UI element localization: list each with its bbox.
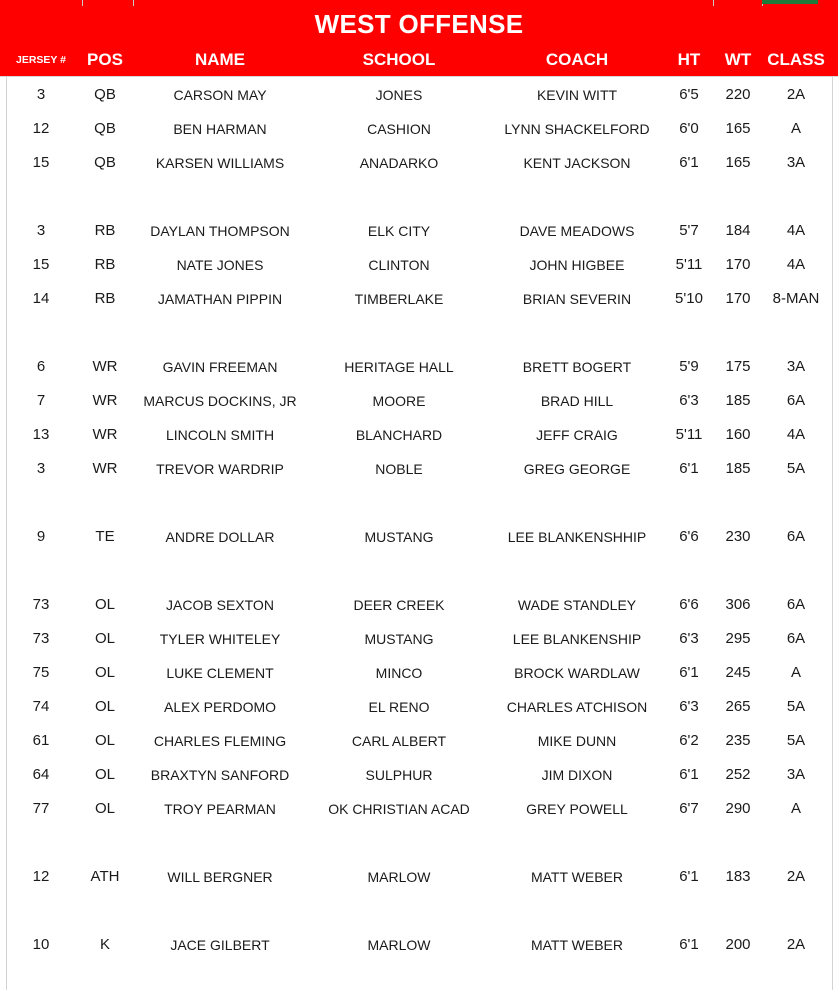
coach-cell: WADE STANDLEY bbox=[517, 597, 637, 613]
coach-cell: MIKE DUNN bbox=[537, 733, 617, 749]
weight-cell: 265 bbox=[725, 698, 751, 715]
weight-cell: 185 bbox=[725, 392, 751, 409]
player-name-cell: NATE JONES bbox=[176, 257, 264, 273]
table-row bbox=[0, 656, 838, 690]
height-cell: 6'3 bbox=[679, 392, 699, 409]
position-cell: K bbox=[99, 936, 110, 953]
school-cell: JONES bbox=[375, 87, 423, 103]
header-name: NAME bbox=[194, 50, 246, 69]
school-cell: SULPHUR bbox=[365, 767, 433, 783]
player-name-cell: TREVOR WARDRIP bbox=[156, 461, 284, 477]
coach-cell: BROCK WARDLAW bbox=[514, 665, 640, 681]
class-cell: 6A bbox=[786, 630, 806, 647]
coach-cell: BRAD HILL bbox=[540, 393, 614, 409]
class-cell: 6A bbox=[786, 392, 806, 409]
position-cell: WR bbox=[92, 358, 118, 375]
weight-cell: 183 bbox=[725, 868, 751, 885]
coach-cell: MATT WEBER bbox=[530, 937, 624, 953]
jersey-cell: 73 bbox=[32, 596, 50, 613]
position-cell: TE bbox=[95, 528, 115, 545]
position-cell: WR bbox=[92, 392, 118, 409]
weight-cell: 245 bbox=[725, 664, 751, 681]
school-cell: CASHION bbox=[367, 121, 431, 137]
weight-cell: 295 bbox=[725, 630, 751, 647]
coach-cell: GREY POWELL bbox=[526, 801, 628, 817]
weight-cell: 160 bbox=[725, 426, 751, 443]
coach-cell: MATT WEBER bbox=[530, 869, 624, 885]
table-row bbox=[0, 452, 838, 486]
class-cell: 3A bbox=[786, 766, 806, 783]
position-cell: QB bbox=[94, 86, 116, 103]
jersey-cell: 15 bbox=[32, 154, 50, 171]
table-row bbox=[0, 384, 838, 418]
height-cell: 5'7 bbox=[679, 222, 699, 239]
jersey-cell: 13 bbox=[32, 426, 50, 443]
weight-cell: 165 bbox=[725, 154, 751, 171]
weight-cell: 306 bbox=[725, 596, 751, 613]
header-wt: WT bbox=[724, 50, 752, 69]
table-row bbox=[0, 418, 838, 452]
table-row bbox=[0, 860, 838, 894]
position-cell: QB bbox=[94, 120, 116, 137]
table-row bbox=[0, 112, 838, 146]
height-cell: 6'1 bbox=[679, 766, 699, 783]
class-cell: 4A bbox=[786, 256, 806, 273]
column-header-row bbox=[0, 42, 838, 77]
jersey-cell: 64 bbox=[32, 766, 50, 783]
jersey-cell: 74 bbox=[32, 698, 50, 715]
class-cell: A bbox=[790, 800, 801, 817]
jersey-cell: 3 bbox=[36, 86, 46, 103]
table-row bbox=[0, 146, 838, 180]
school-cell: DEER CREEK bbox=[353, 597, 445, 613]
position-cell: OL bbox=[94, 766, 115, 783]
player-name-cell: BEN HARMAN bbox=[173, 121, 267, 137]
height-cell: 6'6 bbox=[679, 596, 699, 613]
school-cell: HERITAGE HALL bbox=[344, 359, 454, 375]
coach-cell: GREG GEORGE bbox=[523, 461, 631, 477]
position-cell: QB bbox=[94, 154, 116, 171]
height-cell: 5'11 bbox=[675, 256, 703, 273]
jersey-cell: 14 bbox=[32, 290, 50, 307]
table-row bbox=[0, 588, 838, 622]
weight-cell: 220 bbox=[725, 86, 751, 103]
school-cell: OK CHRISTIAN ACAD bbox=[328, 801, 470, 817]
jersey-cell: 75 bbox=[32, 664, 50, 681]
position-cell: ATH bbox=[90, 868, 120, 885]
weight-cell: 170 bbox=[725, 256, 751, 273]
jersey-cell: 73 bbox=[32, 630, 50, 647]
weight-cell: 175 bbox=[725, 358, 751, 375]
position-cell: OL bbox=[94, 800, 115, 817]
height-cell: 5'11 bbox=[675, 426, 703, 443]
table-row bbox=[0, 622, 838, 656]
player-name-cell: TROY PEARMAN bbox=[164, 801, 276, 817]
height-cell: 6'3 bbox=[679, 630, 699, 647]
school-cell: MARLOW bbox=[367, 869, 431, 885]
header-pos: POS bbox=[87, 50, 123, 69]
player-name-cell: GAVIN FREEMAN bbox=[162, 359, 278, 375]
table-row bbox=[0, 248, 838, 282]
jersey-cell: 77 bbox=[32, 800, 50, 817]
position-cell: RB bbox=[94, 290, 116, 307]
table-row bbox=[0, 78, 838, 112]
height-cell: 6'3 bbox=[679, 698, 699, 715]
table-row bbox=[0, 928, 838, 962]
height-cell: 6'1 bbox=[679, 154, 699, 171]
player-name-cell: TYLER WHITELEY bbox=[159, 631, 281, 647]
player-name-cell: LUKE CLEMENT bbox=[166, 665, 274, 681]
table-row bbox=[0, 724, 838, 758]
table-row bbox=[0, 690, 838, 724]
school-cell: NOBLE bbox=[375, 461, 423, 477]
jersey-cell: 6 bbox=[36, 358, 46, 375]
position-cell: RB bbox=[94, 222, 116, 239]
school-cell: BLANCHARD bbox=[355, 427, 443, 443]
coach-cell: LEE BLANKENSHIP bbox=[512, 631, 642, 647]
weight-cell: 230 bbox=[725, 528, 751, 545]
height-cell: 6'1 bbox=[679, 936, 699, 953]
selected-cell-marker bbox=[762, 0, 818, 4]
table-row bbox=[0, 282, 838, 316]
coach-cell: KEVIN WITT bbox=[536, 87, 618, 103]
coach-cell: JIM DIXON bbox=[541, 767, 613, 783]
coach-cell: LYNN SHACKELFORD bbox=[504, 121, 650, 137]
jersey-cell: 61 bbox=[32, 732, 50, 749]
jersey-cell: 3 bbox=[36, 460, 46, 477]
coach-cell: JOHN HIGBEE bbox=[529, 257, 625, 273]
class-cell: 5A bbox=[786, 698, 806, 715]
header-coach: COACH bbox=[545, 50, 609, 69]
school-cell: CARL ALBERT bbox=[351, 733, 447, 749]
player-name-cell: ANDRE DOLLAR bbox=[165, 529, 275, 545]
class-cell: 6A bbox=[786, 596, 806, 613]
jersey-cell: 9 bbox=[36, 528, 46, 545]
table-row bbox=[0, 758, 838, 792]
weight-cell: 185 bbox=[725, 460, 751, 477]
weight-cell: 184 bbox=[725, 222, 751, 239]
school-cell: MOORE bbox=[372, 393, 426, 409]
height-cell: 6'5 bbox=[679, 86, 699, 103]
class-cell: 4A bbox=[786, 222, 806, 239]
player-name-cell: KARSEN WILLIAMS bbox=[155, 155, 285, 171]
header-jersey: JERSEY # bbox=[15, 54, 66, 66]
position-cell: OL bbox=[94, 732, 115, 749]
school-cell: MUSTANG bbox=[364, 631, 434, 647]
player-name-cell: JACE GILBERT bbox=[170, 937, 270, 953]
height-cell: 6'1 bbox=[679, 868, 699, 885]
coach-cell: LEE BLANKENSHHIP bbox=[507, 529, 647, 545]
class-cell: 4A bbox=[786, 426, 806, 443]
position-cell: WR bbox=[92, 460, 118, 477]
jersey-cell: 10 bbox=[32, 936, 50, 953]
coach-cell: KENT JACKSON bbox=[523, 155, 631, 171]
player-name-cell: DAYLAN THOMPSON bbox=[150, 223, 290, 239]
table-row bbox=[0, 520, 838, 554]
player-name-cell: MARCUS DOCKINS, JR bbox=[143, 393, 297, 409]
height-cell: 6'7 bbox=[679, 800, 699, 817]
coach-cell: DAVE MEADOWS bbox=[519, 223, 635, 239]
header-ht: HT bbox=[677, 50, 701, 69]
player-name-cell: JACOB SEXTON bbox=[166, 597, 274, 613]
school-cell: ANADARKO bbox=[359, 155, 439, 171]
player-name-cell: WILL BERGNER bbox=[167, 869, 273, 885]
coach-cell: JEFF CRAIG bbox=[536, 427, 618, 443]
weight-cell: 290 bbox=[725, 800, 751, 817]
table-row bbox=[0, 792, 838, 826]
sheet-title: WEST OFFENSE bbox=[0, 6, 838, 42]
player-name-cell: LINCOLN SMITH bbox=[165, 427, 275, 443]
header-school: SCHOOL bbox=[362, 50, 436, 69]
table-row bbox=[0, 350, 838, 384]
weight-cell: 200 bbox=[725, 936, 751, 953]
class-cell: A bbox=[790, 120, 801, 137]
position-cell: OL bbox=[94, 664, 115, 681]
coach-cell: BRETT BOGERT bbox=[522, 359, 632, 375]
class-cell: 2A bbox=[786, 86, 806, 103]
class-cell: 2A bbox=[786, 936, 806, 953]
school-cell: TIMBERLAKE bbox=[354, 291, 444, 307]
school-cell: CLINTON bbox=[368, 257, 430, 273]
school-cell: EL RENO bbox=[368, 699, 430, 715]
class-cell: A bbox=[790, 664, 801, 681]
position-cell: WR bbox=[92, 426, 118, 443]
position-cell: OL bbox=[94, 698, 115, 715]
position-cell: RB bbox=[94, 256, 116, 273]
coach-cell: CHARLES ATCHISON bbox=[506, 699, 648, 715]
player-name-cell: BRAXTYN SANFORD bbox=[150, 767, 290, 783]
school-cell: MARLOW bbox=[367, 937, 431, 953]
position-cell: OL bbox=[94, 630, 115, 647]
school-cell: MUSTANG bbox=[364, 529, 434, 545]
height-cell: 6'1 bbox=[679, 460, 699, 477]
height-cell: 5'9 bbox=[679, 358, 699, 375]
school-cell: MINCO bbox=[375, 665, 423, 681]
coach-cell: BRIAN SEVERIN bbox=[522, 291, 632, 307]
player-name-cell: ALEX PERDOMO bbox=[163, 699, 277, 715]
height-cell: 5'10 bbox=[675, 290, 703, 307]
position-cell: OL bbox=[94, 596, 115, 613]
class-cell: 6A bbox=[786, 528, 806, 545]
player-name-cell: CHARLES FLEMING bbox=[153, 733, 287, 749]
header-class: CLASS bbox=[767, 50, 825, 69]
player-name-cell: CARSON MAY bbox=[173, 87, 267, 103]
school-cell: ELK CITY bbox=[367, 223, 431, 239]
class-cell: 2A bbox=[786, 868, 806, 885]
weight-cell: 170 bbox=[725, 290, 751, 307]
jersey-cell: 15 bbox=[32, 256, 50, 273]
jersey-cell: 7 bbox=[36, 392, 46, 409]
class-cell: 5A bbox=[786, 460, 806, 477]
height-cell: 6'1 bbox=[679, 664, 699, 681]
player-name-cell: JAMATHAN PIPPIN bbox=[157, 291, 283, 307]
weight-cell: 235 bbox=[725, 732, 751, 749]
jersey-cell: 3 bbox=[36, 222, 46, 239]
weight-cell: 165 bbox=[725, 120, 751, 137]
class-cell: 3A bbox=[786, 358, 806, 375]
class-cell: 3A bbox=[786, 154, 806, 171]
height-cell: 6'2 bbox=[679, 732, 699, 749]
height-cell: 6'0 bbox=[679, 120, 699, 137]
height-cell: 6'6 bbox=[679, 528, 699, 545]
weight-cell: 252 bbox=[725, 766, 751, 783]
class-cell: 5A bbox=[786, 732, 806, 749]
table-row bbox=[0, 214, 838, 248]
class-cell: 8-MAN bbox=[772, 290, 820, 307]
jersey-cell: 12 bbox=[32, 868, 50, 885]
jersey-cell: 12 bbox=[32, 120, 50, 137]
